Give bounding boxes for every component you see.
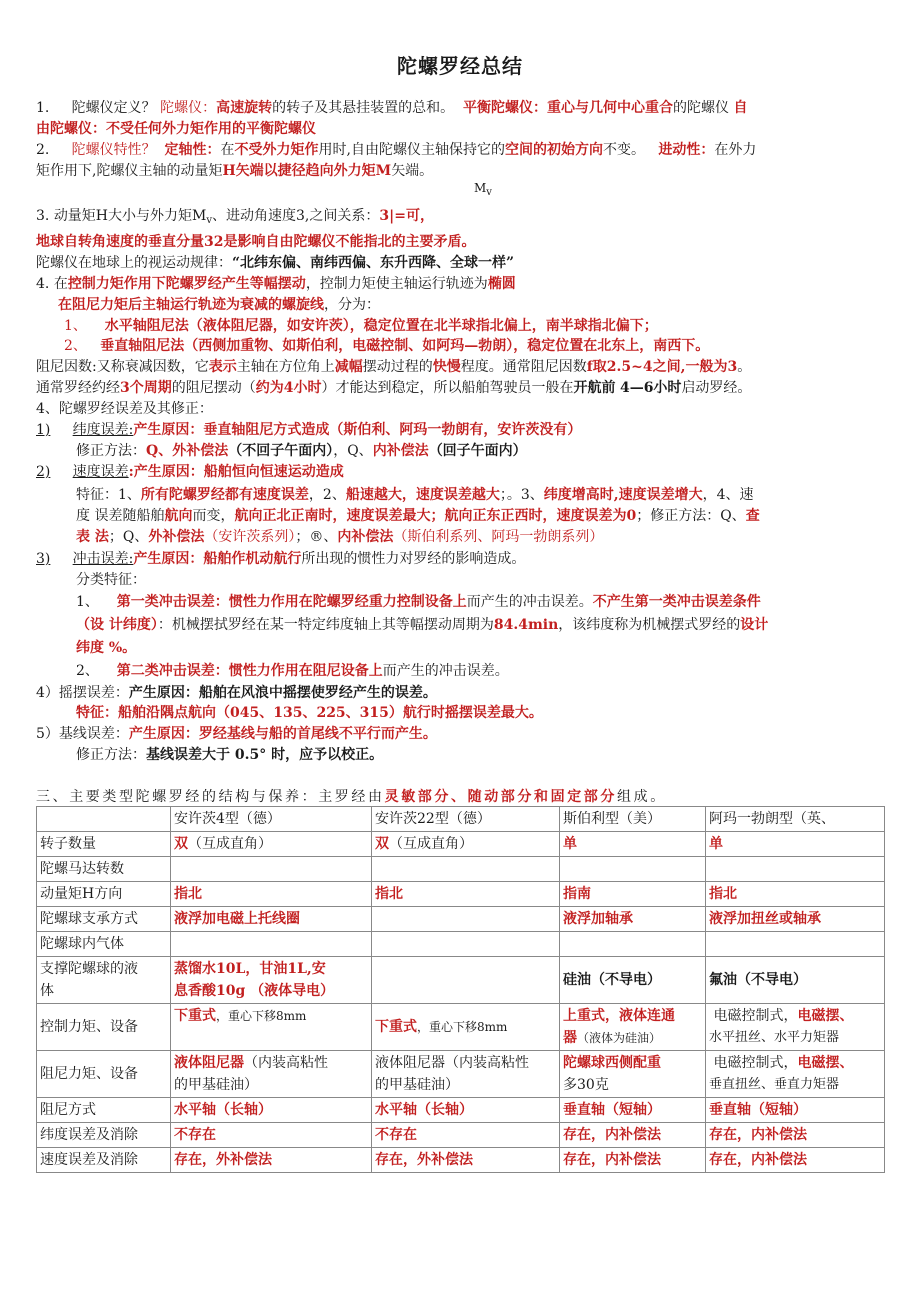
line-speed-correction: 表 法；Q、外补偿法（安许茨系列）；®、内补偿法（斯伯利系列、阿玛一勃朗系列） <box>76 529 604 545</box>
table-cell <box>37 807 171 832</box>
table-cell: 双（互成直角） <box>171 832 372 857</box>
row-label: 转子数量 <box>37 832 171 857</box>
table-cell <box>560 857 706 882</box>
table-cell <box>171 932 372 957</box>
table-cell: 蒸馏水10L，甘油1L,安 息香酸10g （液体导电） <box>171 957 372 1004</box>
row-label: 阻尼力矩、设备 <box>37 1051 171 1098</box>
line-errors-heading: 4、陀螺罗经误差及其修正： <box>36 401 213 417</box>
table-cell <box>706 932 885 957</box>
row-label: 陀螺球支承方式 <box>37 907 171 932</box>
table-cell: 存在，外补偿法 <box>372 1148 560 1173</box>
table-header-sperry: 斯伯利型（美） <box>560 807 706 832</box>
table-cell: 电磁控制式，电磁摆、 垂直扭丝、垂直力矩器 <box>706 1051 885 1098</box>
gyrocompass-comparison-table <box>36 806 885 1173</box>
table-cell: 不存在 <box>372 1123 560 1148</box>
table-cell: 存在，内补偿法 <box>560 1123 706 1148</box>
row-label: 陀螺马达转数 <box>37 857 171 882</box>
table-row <box>37 1148 885 1173</box>
table-cell: 存在，内补偿法 <box>706 1123 885 1148</box>
line-control-moment: 4. 在控制力矩作用下陀螺罗经产生等幅摆动，控制力矩使主轴运行轨迹为椭圆 <box>36 276 516 292</box>
table-cell: 液浮加电磁上托线圈 <box>171 907 372 932</box>
line-speed-course: 度 误差随船舶航向而变，航向正北正南时，速度误差最大；航向正东正西时，速度误差为0；修正方法：Q、查 <box>76 508 760 524</box>
table-cell: 液浮加轴承 <box>560 907 706 932</box>
table-cell <box>372 907 560 932</box>
table-cell: 存在，外补偿法 <box>171 1148 372 1173</box>
line-gyro-definition: 1. 陀螺仪定义？ 陀螺仪：高速旋转的转子及其悬挂装置的总和。 平衡陀螺仪：重心与几何中心重合的陀螺仪 自 <box>36 100 748 116</box>
table-header-anschutz4: 安许茨4型（德） <box>171 807 372 832</box>
table-cell: 液浮加扭丝或轴承 <box>706 907 885 932</box>
table-cell: 水平轴（长轴） <box>171 1098 372 1123</box>
table-cell: 指南 <box>560 882 706 907</box>
table-cell <box>706 857 885 882</box>
line-speed-features: 特征：1、所有陀螺罗经都有速度误差，2、船速越大，速度误差越大；。3、纬度增高时,速度误差增大，4、速 <box>76 487 754 503</box>
table-cell: 上重式，液体连通 器（液体为硅油） <box>560 1004 706 1051</box>
table-cell: 水平轴（长轴） <box>372 1098 560 1123</box>
line-baseline-error: 5）基线误差：产生原因：罗经基线与船的首尾线不平行而产生。 <box>36 726 437 742</box>
table-row <box>37 882 885 907</box>
table-row <box>37 1123 885 1148</box>
table-cell: 垂直轴（短轴） <box>560 1098 706 1123</box>
line-gyro-properties: 2. 陀螺仪特性？ 定轴性：在不受外力矩作用时,自由陀螺仪主轴保持它的空间的初始方向不变。 进动性：在外力 <box>36 142 757 158</box>
table-cell: 氟油（不导电） <box>706 957 885 1004</box>
row-label: 陀螺球内气体 <box>37 932 171 957</box>
table-cell <box>372 957 560 1004</box>
table-cell: 存在，内补偿法 <box>706 1148 885 1173</box>
row-label: 纬度误差及消除 <box>37 1123 171 1148</box>
table-row <box>37 957 885 1004</box>
table-cell: 液体阻尼器（内装高粘性 的甲基硅油） <box>171 1051 372 1098</box>
table-cell: 下重式，重心下移8mm <box>171 1004 372 1051</box>
line-earth-rotation: 地球自转角速度的垂直分量32是影响自由陀螺仪不能指北的主要矛盾。 <box>36 234 476 250</box>
table-cell: 电磁控制式，电磁摆、 水平扭丝、水平力矩器 <box>706 1004 885 1051</box>
table-row <box>37 1051 885 1098</box>
line-section-three: 三、主要类型陀螺罗经的结构与保养：主罗经由灵敏部分、随动部分和固定部分组成。 <box>36 789 667 805</box>
line-design-latitude: （设 计纬度）：机械摆拭罗经在某一特定纬度轴上其等幅摆动周期为84.4min，该纬度称为机械摆式罗经的设计 <box>76 617 769 633</box>
line-damping-factor: 阻尼因数:又称衰减因数，它表示主轴在方位角上减幅摆动过程的快慢程度。通常阻尼因数f取2.5~4之间,一般为3。 <box>36 359 752 375</box>
table-cell: 下重式，重心下移8mm <box>372 1004 560 1051</box>
table-cell <box>372 932 560 957</box>
table-row <box>37 832 885 857</box>
table-cell: 垂直轴（短轴） <box>706 1098 885 1123</box>
line-momentum-relation: 3. 动量矩H大小与外力矩$M_v$、进动角速度3,之间关系：3|=可， <box>36 208 434 226</box>
table-row <box>37 1004 885 1051</box>
line-latitude-correction: 修正方法：Q、外补偿法（不回子午面内），Q、内补偿法（回子午面内） <box>76 443 527 459</box>
table-cell: 双（互成直角） <box>372 832 560 857</box>
row-label: 动量矩H方向 <box>37 882 171 907</box>
table-cell: 单 <box>560 832 706 857</box>
table-cell: 单 <box>706 832 885 857</box>
line-horizontal-damping: 1、 水平轴阻尼法（液体阻尼器，如安许茨），稳定位置在北半球指北偏上，南半球指北偏下； <box>64 318 658 334</box>
row-label: 控制力矩、设备 <box>37 1004 171 1051</box>
line-rolling-feature: 特征：船舶沿隅点航向（045、135、225、315）航行时摇摆误差最大。 <box>76 705 543 721</box>
line-baseline-correction: 修正方法：基线误差大于 0.5° 时，应予以校正。 <box>76 747 384 763</box>
line-startup-time: 通常罗经约经3个周期的阻尼摆动（约为4小时）才能达到稳定，所以船舶驾驶员一般在开航前 4—6小时启动罗经。 <box>36 380 752 396</box>
line-apparent-motion: 陀螺仪在地球上的视运动规律：“北纬东偏、南纬西偏、东升西降、全球一样” <box>36 255 515 271</box>
line-free-gyro: 由陀螺仪：不受任何外力矩作用的平衡陀螺仪 <box>36 121 316 137</box>
table-cell <box>171 857 372 882</box>
table-cell: 不存在 <box>171 1123 372 1148</box>
line-precession: 矩作用下,陀螺仪主轴的动量矩H矢端以捷径趋向外力矩M矢端。 <box>36 163 434 179</box>
line-latitude-error: 1) 纬度误差:产生原因：垂直轴阻尼方式造成（斯伯利、阿玛一勃朗有，安许茨没有） <box>36 422 582 438</box>
line-classification: 分类特征： <box>76 572 146 588</box>
table-header-row <box>37 807 885 832</box>
line-first-impact: 1、 第一类冲击误差：惯性力作用在陀螺罗经重力控制设备上而产生的冲击误差。不产生第一类冲击误差条件 <box>76 594 761 610</box>
table-cell <box>560 932 706 957</box>
table-cell: 硅油（不导电） <box>560 957 706 1004</box>
table-row <box>37 932 885 957</box>
line-rolling-error: 4）摇摆误差：产生原因：船舶在风浪中摇摆使罗经产生的误差。 <box>36 685 437 701</box>
table-cell: 陀螺球西侧配重 多30克 <box>560 1051 706 1098</box>
table-row <box>37 857 885 882</box>
table-cell: 指北 <box>706 882 885 907</box>
row-label: 支撑陀螺球的液 体 <box>37 957 171 1004</box>
line-damping-spiral: 在阻尼力矩后主轴运行轨迹为衰减的螺旋线，分为： <box>58 297 380 313</box>
table-cell: 存在，内补偿法 <box>560 1148 706 1173</box>
page-title: 陀螺罗经总结 <box>397 54 523 78</box>
line-speed-error: 2) 速度误差:产生原因：船舶恒向恒速运动造成 <box>36 464 344 480</box>
line-vertical-damping: 2、 垂直轴阻尼法（西侧加重物、如斯伯利，电磁控制、如阿玛—勃朗），稳定位置在北东上，南西下。 <box>64 338 710 354</box>
line-design-latitude-end: 纬度 %。 <box>76 640 137 656</box>
line-impact-error: 3) 冲击误差:产生原因：船舶作机动航行所出现的惯性力对罗经的影响造成。 <box>36 551 526 567</box>
table-cell: 液体阻尼器（内装高粘性 的甲基硅油） <box>372 1051 560 1098</box>
table-row <box>37 907 885 932</box>
table-cell <box>372 857 560 882</box>
row-label: 阻尼方式 <box>37 1098 171 1123</box>
row-label: 速度误差及消除 <box>37 1148 171 1173</box>
table-row <box>37 1098 885 1123</box>
table-cell: 指北 <box>171 882 372 907</box>
line-second-impact: 2、 第二类冲击误差：惯性力作用在阻尼设备上而产生的冲击误差。 <box>76 663 509 679</box>
formula-mv: $M_v$ <box>474 181 492 198</box>
table-header-anschutz22: 安许茨22型（德） <box>372 807 560 832</box>
table-header-arma-brown: 阿玛一勃朗型（英、 <box>706 807 885 832</box>
table-cell: 指北 <box>372 882 560 907</box>
